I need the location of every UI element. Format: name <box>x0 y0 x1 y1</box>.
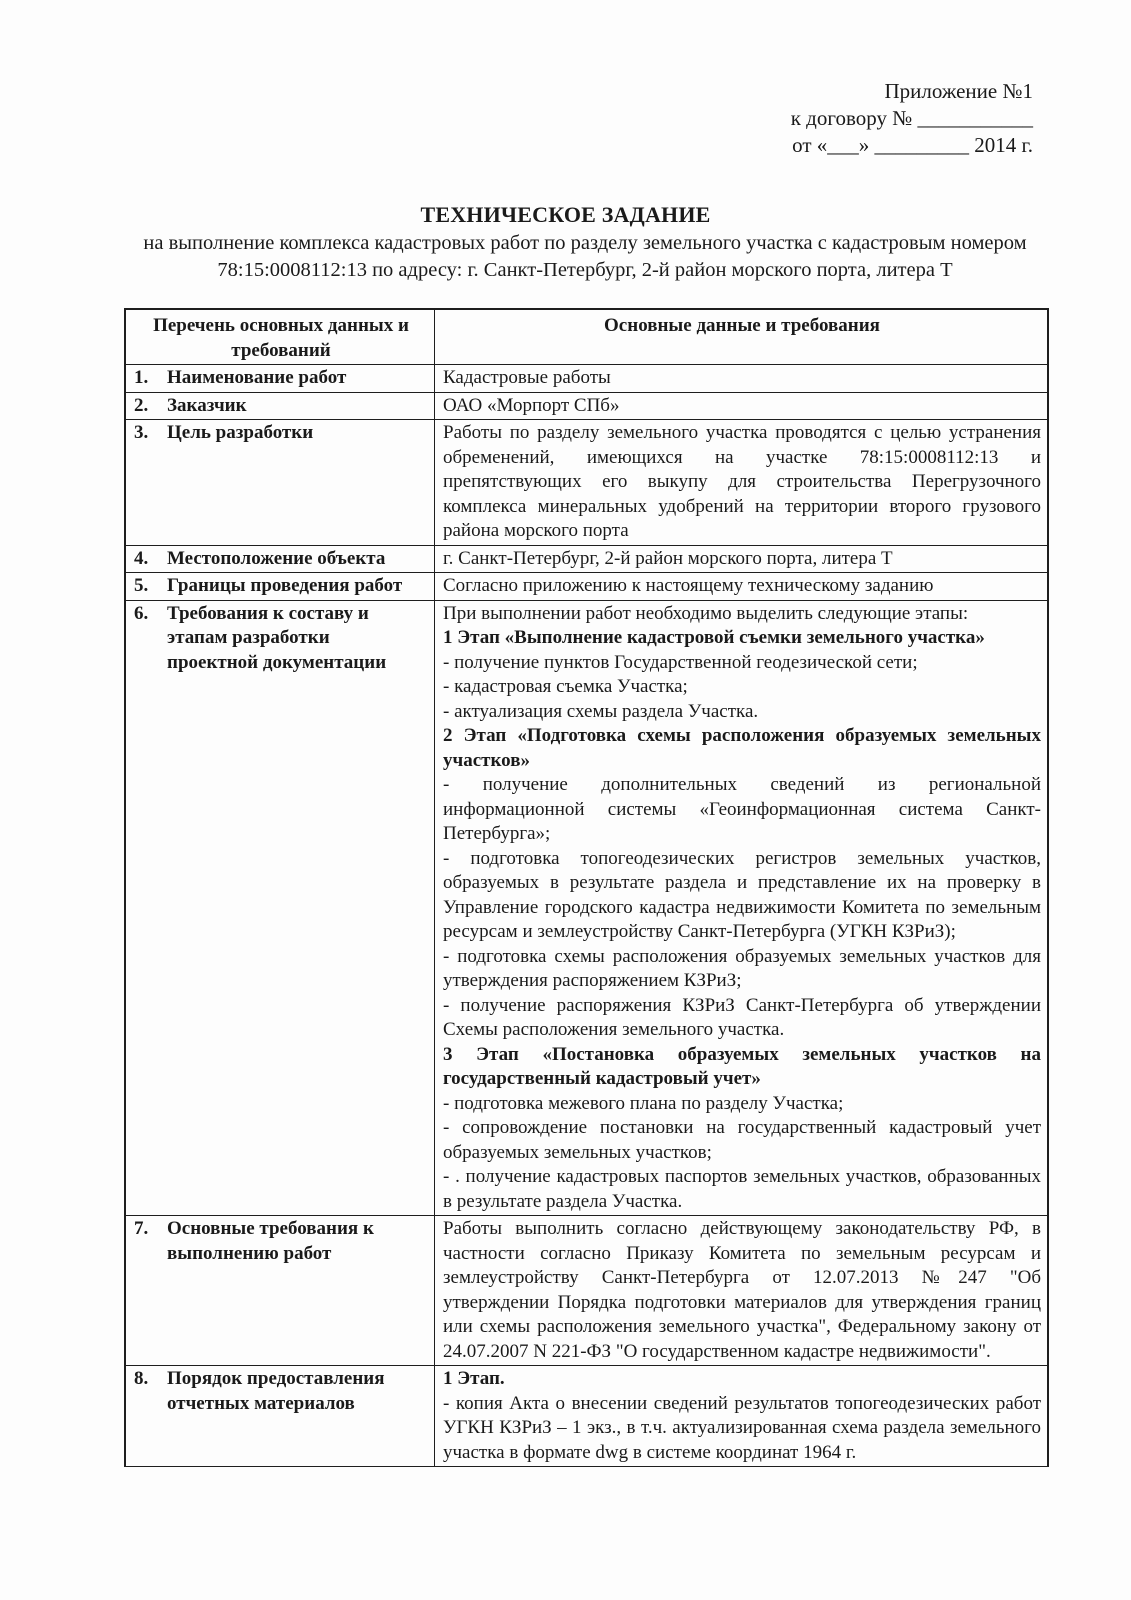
table-row <box>125 420 1048 546</box>
stage-item: - . получение кадастровых паспортов земельных участков, образованных в результате раздела Участка. <box>443 1166 1041 1212</box>
table-row <box>125 600 1048 1216</box>
stage-item: - подготовка схемы расположения образуемых земельных участков для утверждения распоряжением КЗРиЗ; <box>443 945 1041 991</box>
row-number: 2. <box>134 394 149 416</box>
stage-2-heading: 2 Этап «Подготовка схемы расположения образуемых земельных участков» <box>443 725 1041 771</box>
table-row <box>125 1366 1048 1467</box>
row-number: 5. <box>134 575 149 596</box>
column-header-data: Основные данные и требования <box>435 309 1049 365</box>
stage-item: - подготовка межевого плана по разделу Участка; <box>443 1092 844 1114</box>
row-content <box>435 600 1049 1216</box>
table-row <box>125 392 1048 420</box>
stage-3-heading: 3 Этап «Постановка образуемых земельных участков на государственный кадастровый учет» <box>443 1043 1041 1089</box>
row-content: Согласно приложению к настоящему техническому заданию <box>435 573 1049 601</box>
report-stage-heading: 1 Этап. <box>443 1368 505 1389</box>
requirements-table <box>124 308 1049 1467</box>
table-row <box>125 545 1048 573</box>
row-number: 3. <box>134 422 149 443</box>
column-header-list: Перечень основных данных и требований <box>125 309 435 365</box>
row-number: 1. <box>134 367 149 388</box>
stage-item: - получение пунктов Государственной геодезической сети; <box>443 651 918 673</box>
row-content <box>435 1366 1049 1467</box>
table-row <box>125 365 1048 393</box>
contract-date-line: от «___» _________ 2014 г. <box>792 133 1033 157</box>
row-content: Работы по разделу земельного участка проводятся с целью устранения обременений, имеющихся на участке 78:15:0008112:13 и препятствующих его выкупу для строительства Перегрузочного комплекса минеральных удобрений на территории второго грузового района морского порта <box>435 420 1049 546</box>
contract-number-line: к договору № ___________ <box>790 106 1033 130</box>
stage-1-heading: 1 Этап «Выполнение кадастровой съемки земельного участка» <box>443 627 985 648</box>
row-label: Наименование работ <box>167 367 347 388</box>
stage-item: - актуализация схемы раздела Участка. <box>443 700 759 722</box>
row-label: Заказчик <box>167 394 247 416</box>
appendix-number: Приложение №1 <box>884 79 1033 103</box>
stages-intro: При выполнении работ необходимо выделить следующие этапы: <box>443 602 969 624</box>
stage-item: - сопровождение постановки на государственный кадастровый учет образуемых земельных участков; <box>443 1117 1041 1163</box>
row-number: 7. <box>134 1218 149 1239</box>
stage-item: - получение дополнительных сведений из региональной информационной системы «Геоинформационная система Санкт-Петербурга»; <box>443 774 1041 844</box>
stage-item: - кадастровая съемка Участка; <box>443 676 688 697</box>
row-label: Границы проведения работ <box>167 575 403 596</box>
document-title: ТЕХНИЧЕСКОЕ ЗАДАНИЕ <box>420 202 711 227</box>
row-label: Требования к составу и этапам разработки проектной документации <box>167 602 387 673</box>
appendix-header <box>791 78 1033 159</box>
row-content: Кадастровые работы <box>435 365 1049 393</box>
document-subtitle: на выполнение комплекса кадастровых работ по разделу земельного участка с кадастровым номером 78:15:0008112:13 по адресу: г. Санкт-Петербург, 2-й район морского порта, литера Т <box>143 232 1027 281</box>
row-label: Порядок предоставления отчетных материалов <box>167 1368 385 1414</box>
row-number: 4. <box>134 547 149 569</box>
row-content: г. Санкт-Петербург, 2-й район морского порта, литера Т <box>435 545 1049 573</box>
table-header-row <box>125 309 1048 365</box>
row-label: Цель разработки <box>167 422 314 443</box>
stage-item: - получение распоряжения КЗРиЗ Санкт-Петербурга об утверждении Схемы расположения земельного участка. <box>443 994 1041 1040</box>
row-content: ОАО «Морпорт СПб» <box>435 392 1049 420</box>
table-row <box>125 573 1048 601</box>
row-number: 8. <box>134 1368 149 1389</box>
row-number: 6. <box>134 602 149 624</box>
table-row <box>125 1216 1048 1366</box>
row-content: Работы выполнить согласно действующему законодательству РФ, в частности согласно Приказу Комитета по земельным ресурсам и землеустройству Санкт-Петербурга от 12.07.2013 №247 "Об утверждении Порядка подготовки материалов для утверждения границ или схемы расположения земельного участка", Федеральному закону от 24.07.2007 N 221-ФЗ "О государственном кадастре недвижимости". <box>435 1216 1049 1366</box>
stage-item: - подготовка топогеодезических регистров земельных участков, образуемых в результате раздела и представление их на проверку в Управление городского кадастра недвижимости Комитета по земельным ресурсам и землеустройству Санкт-Петербурга (УГКН КЗРиЗ); <box>443 847 1041 942</box>
report-item: - копия Акта о внесении сведений результатов топогеодезических работ УГКН КЗРиЗ – 1 экз., в т.ч. актуализированная схема раздела земельного участка в формате dwg в системе координат 1964 г. <box>443 1392 1041 1463</box>
row-label: Местоположение объекта <box>167 547 386 569</box>
row-label: Основные требования к выполнению работ <box>167 1218 374 1264</box>
